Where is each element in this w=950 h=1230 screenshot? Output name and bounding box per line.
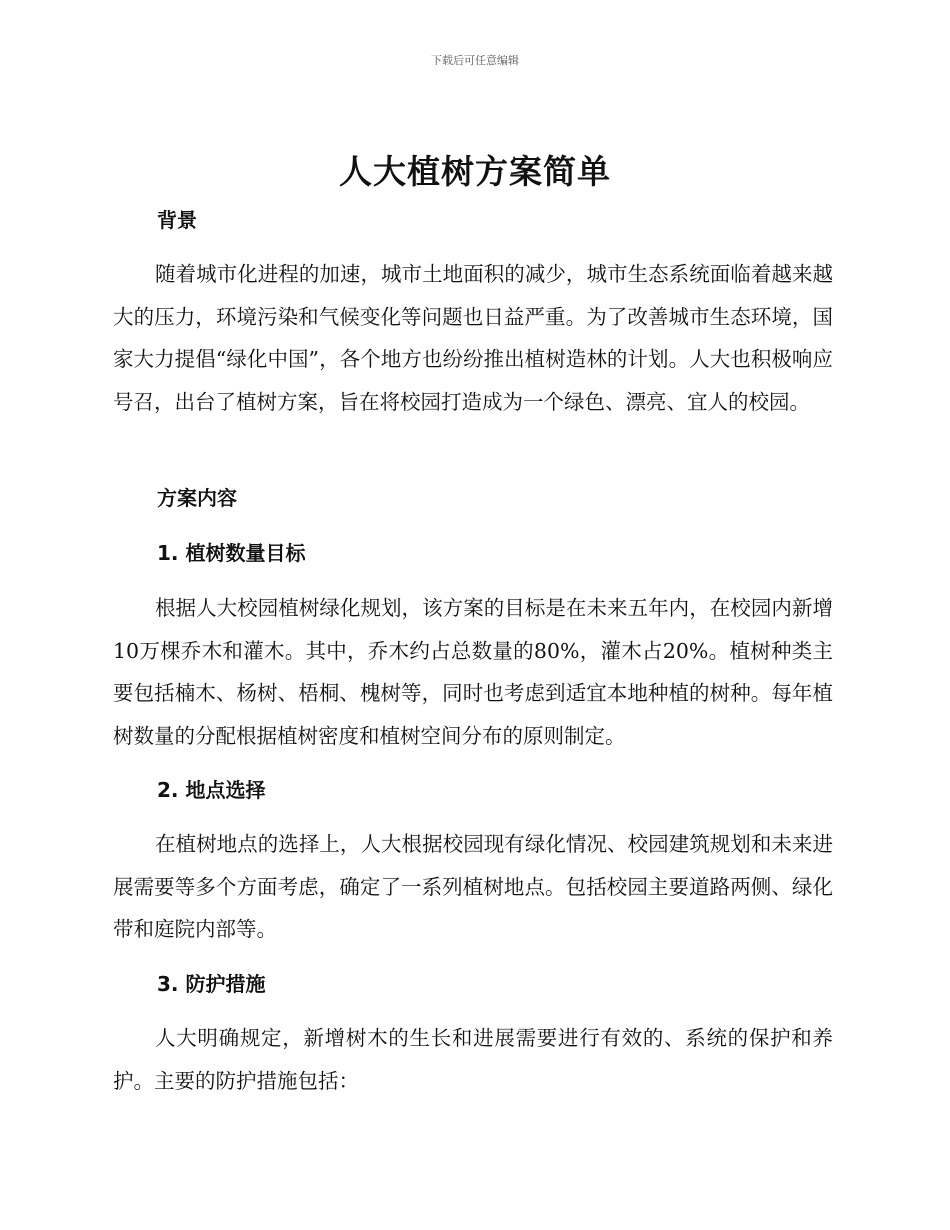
paragraph-protection: 人大明确规定，新增树木的生长和进展需要进行有效的、系统的保护和养护。主要的防护措施包括： xyxy=(113,1026,833,1093)
paragraph-tree-count: 根据人大校园植树绿化规划，该方案的目标是在未来五年内，在校园内新增10万棵乔木和灌木。其中，乔木约占总数量的80%，灌木占20%。植树种类主要包括楠木、杨树、梧桐、槐树等，同时也考虑到适宜本地种植的树种。每年植树数量的分配根据植树密度和植树空间分布的原则制定。 xyxy=(113,596,833,748)
paragraph-location: 在植树地点的选择上，人大根据校园现有绿化情况、校园建筑规划和未来进展需要等多个方面考虑，确定了一系列植树地点。包括校园主要道路两侧、绿化带和庭院内部等。 xyxy=(113,832,833,941)
page-header-note: 下载后可任意编辑 xyxy=(431,54,519,67)
section-heading-plan: 方案内容 xyxy=(157,486,237,510)
paragraph-background: 随着城市化进程的加速，城市土地面积的减少，城市生态系统面临着越来越大的压力，环境污染和气候变化等问题也日益严重。为了改善城市生态环境，国家大力提倡“绿化中国”，各个地方也纷纷推出植树造林的计划。人大也积极响应号召，出台了植树方案，旨在将校园打造成为一个绿色、漂亮、宜人的校园。 xyxy=(113,262,833,414)
document-title: 人大植树方案简单 xyxy=(339,152,611,191)
item-heading-protection: 3. 防护措施 xyxy=(157,972,266,996)
item-heading-location: 2. 地点选择 xyxy=(157,778,266,802)
section-heading-background: 背景 xyxy=(157,208,197,232)
item-heading-tree-count: 1. 植树数量目标 xyxy=(157,541,306,565)
